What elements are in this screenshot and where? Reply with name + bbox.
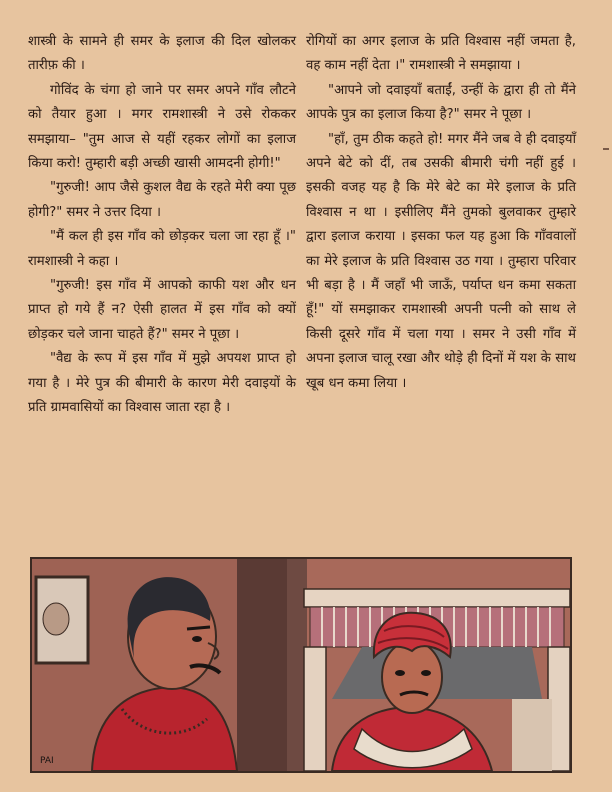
paragraph: "हाँ, तुम ठीक कहते हो! मगर मैंने जब वे ही दवाइयाँ अपने बेटे को दीं, तब उसकी बीमारी चंगी नहीं हुई । इसकी वजह यह है कि मेरे बेटे का मेरे इलाज के प्रति विश्वास न था । इसीलिए मैंने तुमको बुलवाकर तुम्हारे द्वारा इलाज कराया । इसका फल यह हुआ कि गाँववालों का मेरे इलाज के प्रति विश्वास उठ गया । तुम्हारा परिवार भी बड़ा है । मैं जहाँ भी जाऊँ, पर्याप्त धन कमा सकता हूँ!" यों समझाकर रामशास्त्री अपनी पत्नी को साथ ले किसी दूसरे गाँव में चला गया । समर ने उसी गाँव में अपना इलाज चालू रखा और थोड़े ही दिनों में यश के साथ खूब धन कमा लिया । [306,131,576,391]
paragraph: गोविंद के चंगा हो जाने पर समर अपने गाँव लौटने को तैयार हुआ । मगर रामशास्त्री ने उसे रोककर समझाया– "तुम आज से यहीं रहकर लोगों का इलाज किया करो! तुम्हारी बड़ी अच्छी खासी आमदनी होगी!" [28,82,296,172]
paragraph: "मैं कल ही इस गाँव को छोड़कर चला जा रहा हूँ ।" रामशास्त्री ने कहा । [28,229,296,269]
paragraph: "वैद्य के रूप में इस गाँव में मुझे अपयश प्राप्त हो गया है । मेरे पुत्र की बीमारी के कारण मेरी दवाइयों के प्रति ग्रामवासियों का विश्वास जाता रहा है । [28,351,296,416]
paragraph: शास्त्री के सामने ही समर के इलाज की दिल खोलकर तारीफ़ की । [28,34,296,74]
paragraph: रोगियों का अगर इलाज के प्रति विश्वास नहीं जमता है, वह काम नहीं देता ।" रामशास्त्री ने समझाया । [306,34,576,74]
paragraph: "गुरुजी! आप जैसे कुशल वैद्य के रहते मेरी क्या पूछ होगी?" समर ने उत्तर दिया । [28,180,296,220]
page-edge-mark [603,148,609,150]
portrait-face [43,603,69,635]
artist-signature: PAI [40,756,54,766]
dark-pillar [237,559,287,771]
paragraph: "गुरुजी! इस गाँव में आपको काफी यश और धन प्राप्त हो गये हैं न? ऐसी हालत में इस गाँव को क्यों छोड़कर चले जाना चाहते हैं?" समर ने पूछा । [28,278,296,342]
story-illustration [30,557,572,773]
canopy-top [304,589,570,607]
paragraph: "आपने जो दवाइयाँ बताईं, उन्हीं के द्वारा ही तो मैंने आपके पुत्र का इलाज किया है?" समर ने पूछा । [306,82,576,123]
right-text-column [306,30,576,396]
left-text-column [28,30,296,421]
bed-side [512,699,552,771]
bed-post-left [304,647,326,771]
illustration-scene [32,559,570,771]
